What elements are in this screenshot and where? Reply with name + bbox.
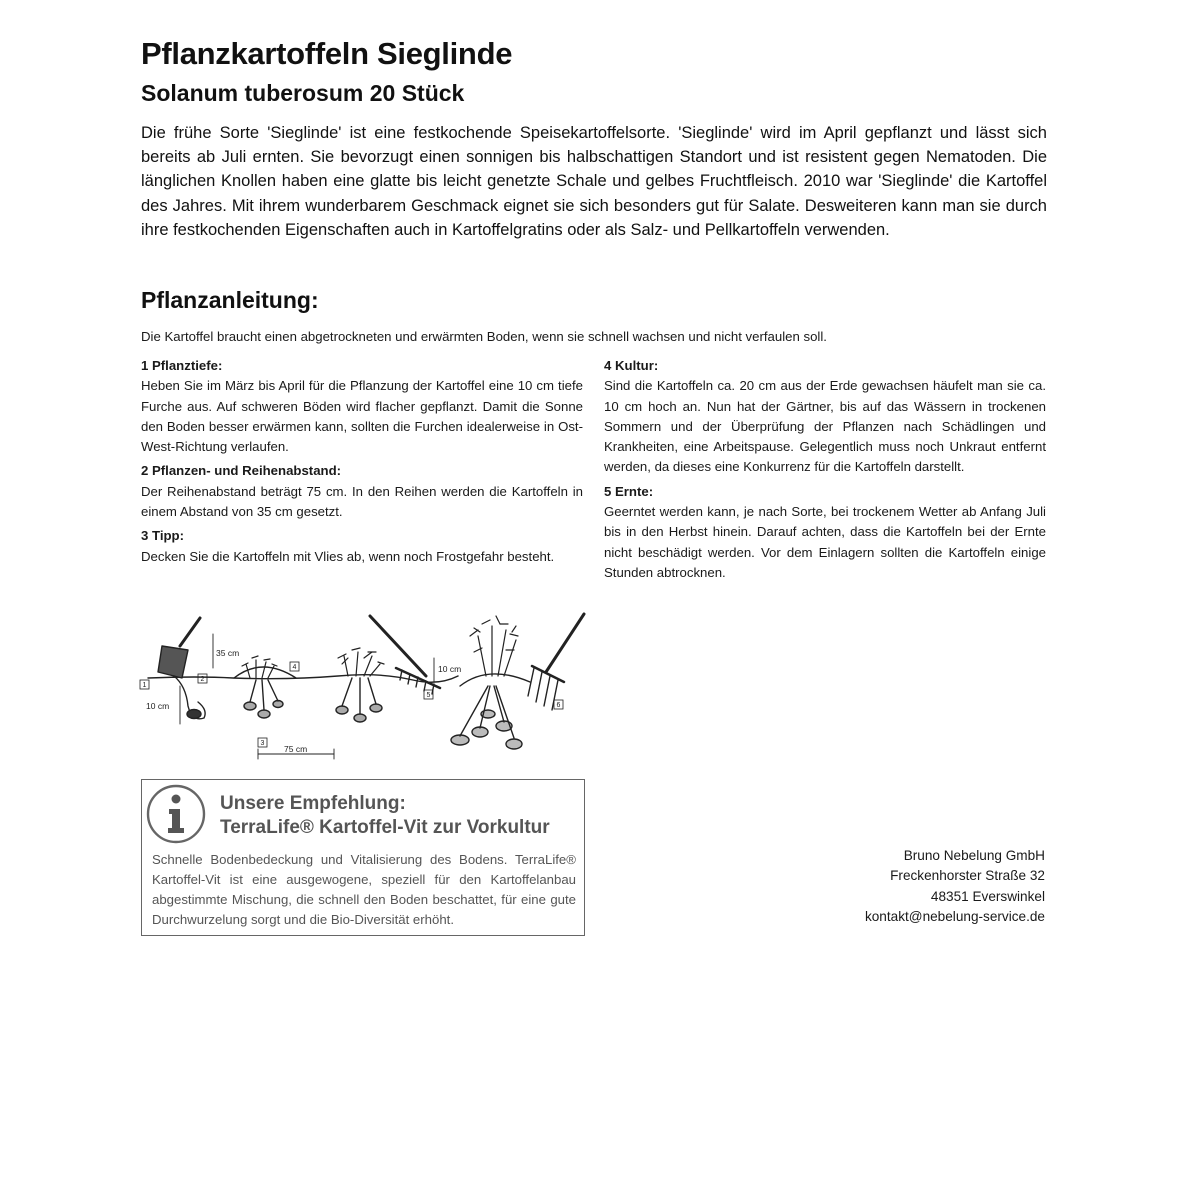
instructions-column-left bbox=[141, 356, 583, 571]
step-planting-depth bbox=[141, 356, 583, 457]
step-text: Sind die Kartoffeln ca. 20 cm aus der Erde gewachsen häufelt man sie ca. 10 cm hoch an. Nun hat der Gärtner, bis auf das Wässern in trockenen Sommern und der Überprüfung der Pflanzen nach Schädlingen und Krankheiten, eine Arbeitspause. Gelegentlich muss noch Unkraut entfernt werden, da dieses eine Konkurrenz für die Kartoffeln darstellt. bbox=[604, 378, 1046, 475]
step-text: Der Reihenabstand beträgt 75 cm. In den Reihen werden die Kartoffeln in einem Abstand von 35 cm gesetzt. bbox=[141, 483, 583, 520]
recommendation-box bbox=[141, 779, 585, 936]
info-icon bbox=[144, 782, 208, 846]
company-name: Bruno Nebelung GmbH bbox=[903, 848, 1045, 863]
step-text: Geerntet werden kann, je nach Sorte, bei trockenem Wetter ab Anfang Juli bis in den Herbst hinein. Darauf achten, dass die Kartoffeln bei der Ernte nicht beschädigt werden. Vor dem Einlagern sollten die Kartoffeln einige Stunden abtrocknen. bbox=[604, 504, 1046, 580]
intro-paragraph: Die frühe Sorte 'Sieglinde' ist eine festkochende Speisekartoffelsorte. 'Sieglinde' wird im April gepflanzt und lässt sich bereits ab Juli ernten. Sie bevorzugt einen sonnigen bis halbschattigen Standort und ist resistent gegen Nematoden. Die länglichen Knollen haben eine glatte bis leicht genetzte Schale und gelbes Fruchtfleisch. 2010 war 'Sieglinde' die Kartoffel des Jahres. Mit ihrem wunderbarem Geschmack eignet sie sich besonders gut für Salate. Desweiteren kann man sie durch ihre festkochenden Eigenschaften auch in Kartoffelgratins oder als Salz- und Pellkartoffeln verwenden. bbox=[141, 124, 1047, 239]
svg-text:3: 3 bbox=[260, 740, 265, 747]
svg-text:6: 6 bbox=[556, 702, 561, 709]
recommendation-heading: Unsere Empfehlung: bbox=[220, 793, 406, 814]
step-heading: 5 Ernte: bbox=[604, 483, 654, 499]
svg-text:5: 5 bbox=[426, 692, 431, 699]
dimension-spacing-label: 35 cm bbox=[216, 648, 240, 658]
step-marker-4 bbox=[290, 662, 299, 671]
svg-text:1: 1 bbox=[142, 682, 147, 689]
step-marker-6 bbox=[554, 700, 563, 709]
recommendation-product: TerraLife® Kartoffel-Vit zur Vorkultur bbox=[220, 817, 550, 838]
step-heading: 2 Pflanzen- und Reihenabstand: bbox=[141, 463, 342, 479]
svg-text:4: 4 bbox=[292, 664, 297, 671]
page-subtitle: Solanum tuberosum 20 Stück bbox=[141, 80, 465, 106]
step-culture bbox=[604, 356, 1046, 478]
company-email: kontakt@nebelung-service.de bbox=[864, 908, 1045, 924]
planting-illustration bbox=[138, 606, 590, 764]
dimension-row-label: 75 cm bbox=[284, 744, 308, 754]
page-title: Pflanzkartoffeln Sieglinde bbox=[141, 36, 513, 71]
dimension-hill-label: 10 cm bbox=[438, 664, 462, 674]
company-address bbox=[865, 846, 1045, 927]
company-city: 48351 Everswinkel bbox=[930, 888, 1045, 904]
instructions-column-right bbox=[604, 356, 1046, 587]
step-text: Decken Sie die Kartoffeln mit Vlies ab, wenn noch Frostgefahr besteht. bbox=[141, 548, 555, 564]
step-marker-2 bbox=[198, 674, 207, 683]
step-heading: 1 Pflanztiefe: bbox=[141, 358, 223, 373]
step-harvest bbox=[604, 482, 1046, 583]
step-marker-3 bbox=[258, 738, 267, 747]
recommendation-text: Schnelle Bodenbedeckung und Vitalisierung des Bodens. TerraLife® Kartoffel-Vit ist eine ausgewogene, speziell für den Kartoffelanbau abgestimmte Mischung, die schnell den Boden beschattet, für eine gute Durchwurzelung sorgt und die Bio-Diversität erhöht. bbox=[152, 852, 576, 927]
step-tip bbox=[141, 526, 583, 567]
step-heading: 3 Tipp: bbox=[141, 528, 184, 544]
step-text: Heben Sie im März bis April für die Pflanzung der Kartoffel eine 10 cm tiefe Furche aus. Auf schweren Böden wird flacher gepflanzt. Damit die Sonne den Boden besser erwärmen kann, sollten die Furchen idealerweise in Ost-West-Richtung verlaufen. bbox=[141, 378, 583, 455]
instructions-title: Pflanzanleitung: bbox=[141, 287, 319, 313]
instructions-lead: Die Kartoffel braucht einen abgetrockneten und erwärmten Boden, wenn sie schnell wachsen und nicht verfaulen soll. bbox=[141, 329, 827, 344]
step-spacing bbox=[141, 461, 583, 522]
dimension-depth-label: 10 cm bbox=[146, 701, 170, 711]
step-marker-1 bbox=[140, 680, 149, 689]
svg-text:2: 2 bbox=[200, 676, 205, 683]
step-heading: 4 Kultur: bbox=[604, 358, 659, 373]
company-street: Freckenhorster Straße 32 bbox=[890, 868, 1045, 884]
